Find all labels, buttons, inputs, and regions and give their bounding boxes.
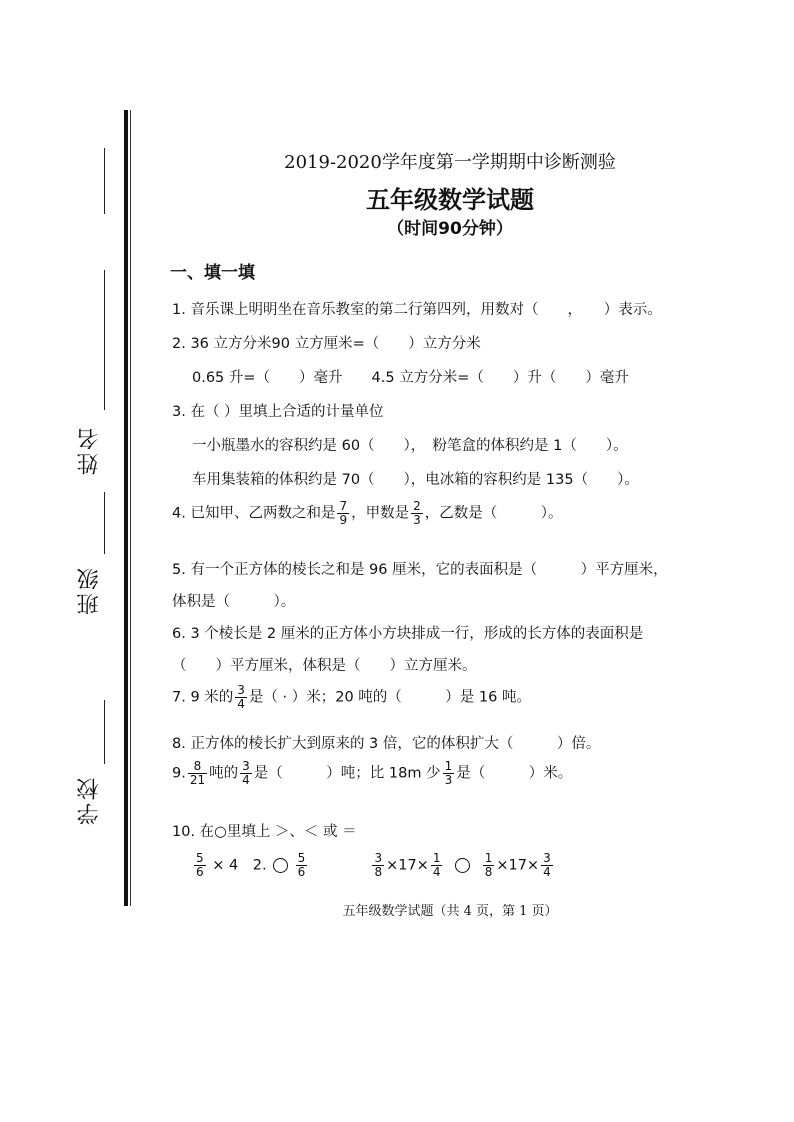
fraction: $\frac{3}{4}$ — [543, 851, 551, 879]
question-3a: 一小瓶墨水的容积约是 60（ ）， 粉笔盒的体积约是 1（ ）。 — [192, 438, 628, 454]
compare-circle-icon[interactable] — [273, 858, 288, 873]
side-label-school: 学校 — [77, 775, 102, 825]
question-2b: 0.65 升=（ ）毫升 4.5 立方分米=（ ）升（ ）毫升 — [192, 370, 629, 386]
compare-circle-icon[interactable] — [455, 858, 470, 873]
question-3: 3. 在（ ）里填上合适的计量单位 — [172, 404, 384, 420]
fraction: $\frac{1}{8}$ — [484, 851, 493, 879]
fraction: $\frac{3}{8}$ — [374, 851, 383, 879]
question-7: 7. 9 米的 $\frac{3}{4}$ 是（ · ）米；20 吨的（ ）是 16 吨。 — [172, 683, 531, 711]
question-10: 10. 在○里填上 ＞、＜ 或 ＝ — [172, 824, 357, 840]
question-8: 8. 正方体的棱长扩大到原来的 3 倍，它的体积扩大（ ）倍。 — [172, 736, 601, 752]
fraction: $\frac{3}{4}$ — [237, 683, 245, 711]
question-10-row: $\frac{5}{6}$ × 4 2. $\frac{5}{6}$ $\frac{3}{8}$ ×17× $\frac{1}{4}$ $\frac{1}{8}$ ×17× $\frac{3}{4}$ — [196, 851, 551, 879]
question-3b: 车用集装箱的体积约是 70（ ），电冰箱的容积约是 135（ ）。 — [192, 472, 639, 488]
question-6b: （ ）平方厘米，体积是（ ）立方厘米。 — [172, 658, 477, 674]
question-1: 1. 音乐课上明明坐在音乐教室的第二行第四列，用数对（ ， ）表示。 — [172, 302, 662, 318]
side-line-class — [104, 492, 105, 554]
fraction: $\frac{2}{3}$ — [413, 499, 421, 527]
side-label-class: 班级 — [77, 565, 102, 615]
side-line-top — [104, 148, 105, 214]
question-4: 4. 已知甲、乙两数之和是 $\frac{7}{9}$ ，甲数是 $\frac{2}{3}$ ，乙数是（ ）。 — [172, 499, 563, 527]
question-2a: 2. 36 立方分米90 立方厘米=（ ）立方分米 — [172, 336, 481, 352]
question-6a: 6. 3 个棱长是 2 厘米的正方体小方块排成一行，形成的长方体的表面积是 — [172, 626, 644, 642]
fraction: $\frac{8}{21}$ — [189, 759, 206, 787]
fraction: $\frac{5}{6}$ — [196, 851, 204, 879]
fraction: $\frac{1}{4}$ — [432, 851, 441, 879]
fraction: $\frac{5}{6}$ — [297, 851, 306, 879]
exam-time: （时间90分钟） — [387, 219, 513, 239]
exam-title: 五年级数学试题 — [366, 186, 534, 214]
fraction: $\frac{3}{4}$ — [242, 759, 250, 787]
question-5a: 5. 有一个正方体的棱长之和是 96 厘米，它的表面积是（ ）平方厘米， — [172, 562, 668, 578]
side-line-school — [104, 700, 105, 764]
fraction: $\frac{7}{9}$ — [339, 499, 348, 527]
fraction: $\frac{1}{3}$ — [444, 759, 453, 787]
side-label-name: 姓名 — [77, 425, 102, 475]
exam-header-line1: 2019-2020学年度第一学期期中诊断测验 — [284, 152, 616, 173]
section-title: 一、填一填 — [170, 263, 255, 283]
page-footer: 五年级数学试题（共 4 页，第 1 页） — [342, 904, 558, 919]
question-5b: 体积是（ ）。 — [172, 594, 296, 610]
question-9: 9. $\frac{8}{21}$ 吨的 $\frac{3}{4}$ 是（ ）吨；比 18m 少 $\frac{1}{3}$ 是（ ）米。 — [172, 759, 573, 787]
side-line-name — [104, 270, 105, 410]
